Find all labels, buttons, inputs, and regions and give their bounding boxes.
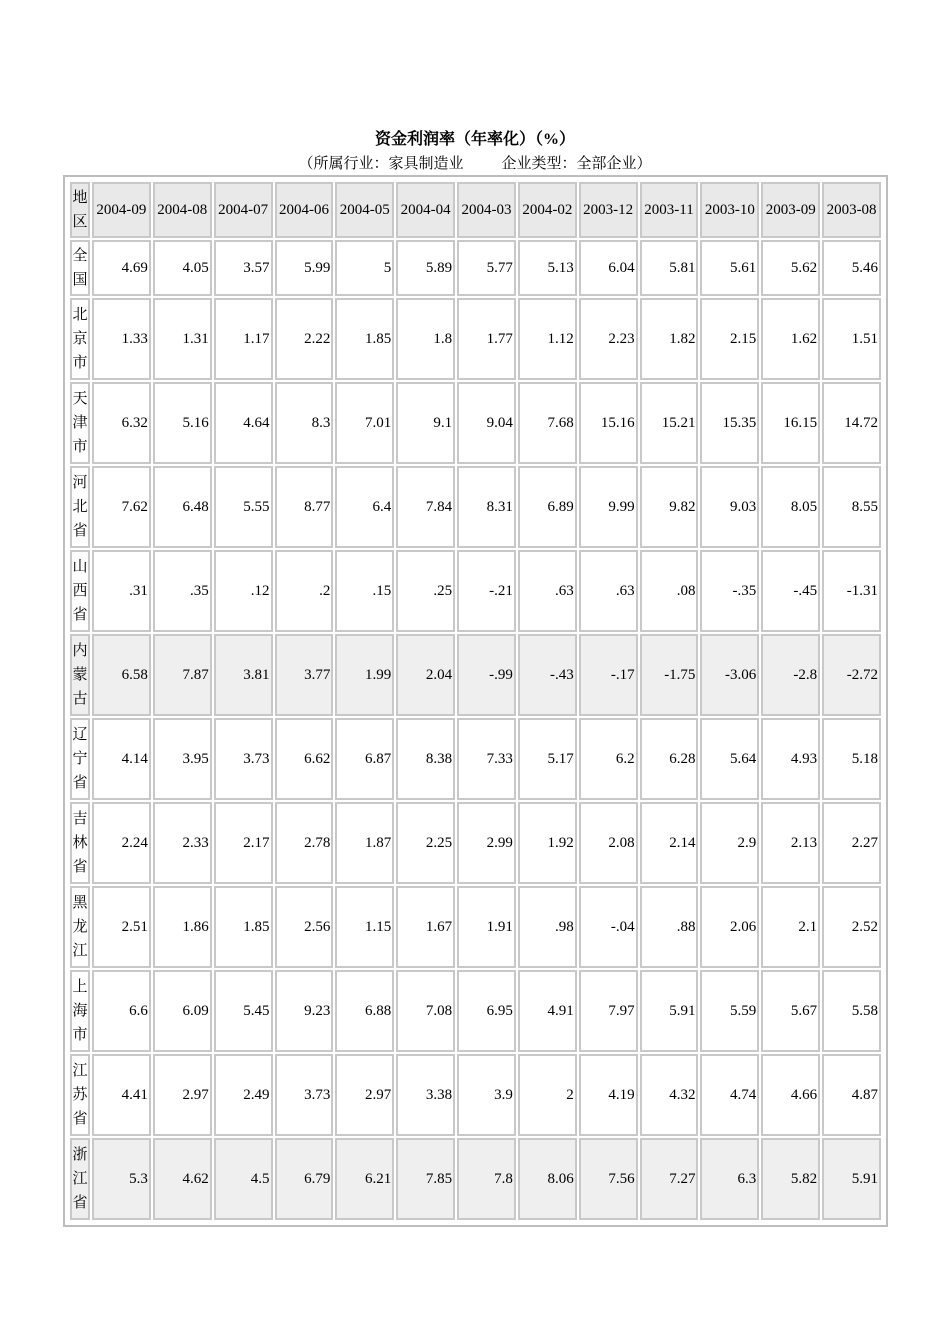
value-cell: 5.55 — [214, 466, 273, 548]
data-table-frame — [63, 175, 888, 1227]
value-cell: 1.31 — [153, 298, 212, 380]
value-cell: 2.08 — [579, 802, 638, 884]
value-cell: 7.08 — [396, 970, 455, 1052]
value-cell: 6.32 — [92, 382, 151, 464]
value-cell: 1.51 — [822, 298, 881, 380]
value-cell: 5.77 — [457, 240, 516, 296]
value-cell: 6.48 — [153, 466, 212, 548]
value-cell: 8.77 — [275, 466, 334, 548]
value-cell: -2.8 — [761, 634, 820, 716]
value-cell: 1.33 — [92, 298, 151, 380]
value-cell: 4.69 — [92, 240, 151, 296]
value-cell: 9.1 — [396, 382, 455, 464]
value-cell: 7.01 — [335, 382, 394, 464]
value-cell: 2.49 — [214, 1054, 273, 1136]
value-cell: 7.56 — [579, 1138, 638, 1220]
value-cell: .12 — [214, 550, 273, 632]
value-cell: 2.56 — [275, 886, 334, 968]
value-cell: 5.64 — [700, 718, 759, 800]
value-cell: 7.68 — [518, 382, 577, 464]
table-row — [70, 1054, 881, 1136]
value-cell: 1.87 — [335, 802, 394, 884]
value-cell: 1.77 — [457, 298, 516, 380]
value-cell: 5.67 — [761, 970, 820, 1052]
value-cell: 1.67 — [396, 886, 455, 968]
value-cell: 2.99 — [457, 802, 516, 884]
value-cell: -2.72 — [822, 634, 881, 716]
value-cell: 7.8 — [457, 1138, 516, 1220]
value-cell: 5.89 — [396, 240, 455, 296]
value-cell: 15.35 — [700, 382, 759, 464]
value-cell: 4.5 — [214, 1138, 273, 1220]
value-cell: 5.17 — [518, 718, 577, 800]
value-cell: 14.72 — [822, 382, 881, 464]
value-cell: 1.86 — [153, 886, 212, 968]
value-cell: 7.85 — [396, 1138, 455, 1220]
value-cell: 4.87 — [822, 1054, 881, 1136]
value-cell: 6.6 — [92, 970, 151, 1052]
value-cell: 5.46 — [822, 240, 881, 296]
subtitle-enterprise: 企业类型：全部企业） — [501, 156, 652, 172]
value-cell: 5.45 — [214, 970, 273, 1052]
value-cell: 7.33 — [457, 718, 516, 800]
value-cell: 7.97 — [579, 970, 638, 1052]
header-cell-region: 地区 — [70, 182, 90, 238]
header-cell-period: 2004-08 — [153, 182, 212, 238]
value-cell: 6.87 — [335, 718, 394, 800]
value-cell: 3.95 — [153, 718, 212, 800]
value-cell: 4.66 — [761, 1054, 820, 1136]
value-cell: 8.3 — [275, 382, 334, 464]
value-cell: 1.91 — [457, 886, 516, 968]
value-cell: 3.9 — [457, 1054, 516, 1136]
value-cell: 5.62 — [761, 240, 820, 296]
value-cell: 2.27 — [822, 802, 881, 884]
value-cell: 4.62 — [153, 1138, 212, 1220]
value-cell: 15.16 — [579, 382, 638, 464]
value-cell: 2.06 — [700, 886, 759, 968]
table-header-row — [70, 182, 881, 238]
region-cell: 河北省 — [70, 466, 90, 548]
value-cell: 3.57 — [214, 240, 273, 296]
value-cell: 2.9 — [700, 802, 759, 884]
value-cell: 6.2 — [579, 718, 638, 800]
value-cell: 5.99 — [275, 240, 334, 296]
value-cell: 1.85 — [214, 886, 273, 968]
value-cell: 5.3 — [92, 1138, 151, 1220]
value-cell: 4.91 — [518, 970, 577, 1052]
value-cell: 5.13 — [518, 240, 577, 296]
value-cell: 2.33 — [153, 802, 212, 884]
value-cell: 2.52 — [822, 886, 881, 968]
header-cell-period: 2003-08 — [822, 182, 881, 238]
value-cell: 2.22 — [275, 298, 334, 380]
header-cell-period: 2004-09 — [92, 182, 151, 238]
region-cell: 北京市 — [70, 298, 90, 380]
value-cell: 4.32 — [640, 1054, 699, 1136]
table-row — [70, 1138, 881, 1220]
value-cell: 4.74 — [700, 1054, 759, 1136]
value-cell: 5.59 — [700, 970, 759, 1052]
value-cell: 8.05 — [761, 466, 820, 548]
header-cell-period: 2004-07 — [214, 182, 273, 238]
header-cell-period: 2003-12 — [579, 182, 638, 238]
value-cell: 7.62 — [92, 466, 151, 548]
value-cell: 8.06 — [518, 1138, 577, 1220]
value-cell: 7.27 — [640, 1138, 699, 1220]
value-cell: -.17 — [579, 634, 638, 716]
value-cell: 9.99 — [579, 466, 638, 548]
value-cell: 8.38 — [396, 718, 455, 800]
value-cell: .35 — [153, 550, 212, 632]
table-row — [70, 802, 881, 884]
header-cell-period: 2004-03 — [457, 182, 516, 238]
value-cell: 3.81 — [214, 634, 273, 716]
value-cell: 6.28 — [640, 718, 699, 800]
value-cell: 9.04 — [457, 382, 516, 464]
region-cell: 天津市 — [70, 382, 90, 464]
region-cell: 浙江省 — [70, 1138, 90, 1220]
subtitle-industry: （所属行业：家具制造业 — [298, 156, 464, 172]
header-cell-period: 2004-02 — [518, 182, 577, 238]
value-cell: 5 — [335, 240, 394, 296]
header-cell-period: 2004-04 — [396, 182, 455, 238]
value-cell: 3.73 — [214, 718, 273, 800]
value-cell: 2.17 — [214, 802, 273, 884]
value-cell: -1.31 — [822, 550, 881, 632]
value-cell: -.04 — [579, 886, 638, 968]
value-cell: 1.12 — [518, 298, 577, 380]
value-cell: 6.62 — [275, 718, 334, 800]
value-cell: -3.06 — [700, 634, 759, 716]
value-cell: 5.91 — [822, 1138, 881, 1220]
value-cell: 6.09 — [153, 970, 212, 1052]
value-cell: 9.03 — [700, 466, 759, 548]
subtitle — [0, 152, 950, 173]
value-cell: 6.04 — [579, 240, 638, 296]
value-cell: 3.77 — [275, 634, 334, 716]
value-cell: 5.82 — [761, 1138, 820, 1220]
value-cell: 5.81 — [640, 240, 699, 296]
value-cell: 7.84 — [396, 466, 455, 548]
value-cell: -.45 — [761, 550, 820, 632]
table-row — [70, 382, 881, 464]
value-cell: .63 — [518, 550, 577, 632]
value-cell: 2.1 — [761, 886, 820, 968]
value-cell: 2.14 — [640, 802, 699, 884]
value-cell: 4.19 — [579, 1054, 638, 1136]
value-cell: 2.15 — [700, 298, 759, 380]
table-row — [70, 634, 881, 716]
value-cell: 9.82 — [640, 466, 699, 548]
table-row — [70, 970, 881, 1052]
value-cell: 6.3 — [700, 1138, 759, 1220]
value-cell: .31 — [92, 550, 151, 632]
table-row — [70, 550, 881, 632]
table-row — [70, 466, 881, 548]
value-cell: 6.79 — [275, 1138, 334, 1220]
region-cell: 吉林省 — [70, 802, 90, 884]
region-cell: 上海市 — [70, 970, 90, 1052]
value-cell: .88 — [640, 886, 699, 968]
value-cell: 2.13 — [761, 802, 820, 884]
region-cell: 全国 — [70, 240, 90, 296]
value-cell: 6.89 — [518, 466, 577, 548]
value-cell: 4.05 — [153, 240, 212, 296]
value-cell: 16.15 — [761, 382, 820, 464]
value-cell: 2.24 — [92, 802, 151, 884]
region-cell: 山西省 — [70, 550, 90, 632]
table-row — [70, 240, 881, 296]
region-cell: 辽宁省 — [70, 718, 90, 800]
value-cell: 5.61 — [700, 240, 759, 296]
page-title: 资金利润率（年率化）（%） — [374, 131, 575, 148]
value-cell: 5.91 — [640, 970, 699, 1052]
value-cell: 2 — [518, 1054, 577, 1136]
table-row — [70, 298, 881, 380]
value-cell: .15 — [335, 550, 394, 632]
value-cell: 8.31 — [457, 466, 516, 548]
region-cell: 黑龙江 — [70, 886, 90, 968]
value-cell: -.21 — [457, 550, 516, 632]
value-cell: 15.21 — [640, 382, 699, 464]
value-cell: 6.21 — [335, 1138, 394, 1220]
table-row — [70, 886, 881, 968]
value-cell: 6.88 — [335, 970, 394, 1052]
value-cell: .98 — [518, 886, 577, 968]
value-cell: 5.58 — [822, 970, 881, 1052]
header-cell-period: 2003-09 — [761, 182, 820, 238]
value-cell: 2.25 — [396, 802, 455, 884]
value-cell: 1.17 — [214, 298, 273, 380]
value-cell: 2.51 — [92, 886, 151, 968]
value-cell: 6.58 — [92, 634, 151, 716]
value-cell: .08 — [640, 550, 699, 632]
header-cell-period: 2003-11 — [640, 182, 699, 238]
value-cell: 2.23 — [579, 298, 638, 380]
value-cell: 1.85 — [335, 298, 394, 380]
header-cell-period: 2004-06 — [275, 182, 334, 238]
table-row — [70, 718, 881, 800]
value-cell: 7.87 — [153, 634, 212, 716]
value-cell: 1.15 — [335, 886, 394, 968]
value-cell: .63 — [579, 550, 638, 632]
value-cell: 1.99 — [335, 634, 394, 716]
value-cell: 1.8 — [396, 298, 455, 380]
header-cell-period: 2004-05 — [335, 182, 394, 238]
value-cell: 9.23 — [275, 970, 334, 1052]
value-cell: 6.4 — [335, 466, 394, 548]
value-cell: -.35 — [700, 550, 759, 632]
value-cell: 1.62 — [761, 298, 820, 380]
region-cell: 江苏省 — [70, 1054, 90, 1136]
value-cell: 5.18 — [822, 718, 881, 800]
region-cell: 内蒙古 — [70, 634, 90, 716]
value-cell: -1.75 — [640, 634, 699, 716]
data-table — [68, 180, 883, 1222]
value-cell: 6.95 — [457, 970, 516, 1052]
value-cell: 5.16 — [153, 382, 212, 464]
value-cell: 8.55 — [822, 466, 881, 548]
value-cell: 3.38 — [396, 1054, 455, 1136]
value-cell: 3.73 — [275, 1054, 334, 1136]
value-cell: 4.93 — [761, 718, 820, 800]
value-cell: -.99 — [457, 634, 516, 716]
value-cell: 2.78 — [275, 802, 334, 884]
value-cell: 1.82 — [640, 298, 699, 380]
value-cell: 4.14 — [92, 718, 151, 800]
value-cell: 4.64 — [214, 382, 273, 464]
value-cell: 4.41 — [92, 1054, 151, 1136]
value-cell: .2 — [275, 550, 334, 632]
value-cell: .25 — [396, 550, 455, 632]
header-cell-period: 2003-10 — [700, 182, 759, 238]
value-cell: 1.92 — [518, 802, 577, 884]
value-cell: 2.97 — [335, 1054, 394, 1136]
value-cell: 2.97 — [153, 1054, 212, 1136]
value-cell: -.43 — [518, 634, 577, 716]
value-cell: 2.04 — [396, 634, 455, 716]
